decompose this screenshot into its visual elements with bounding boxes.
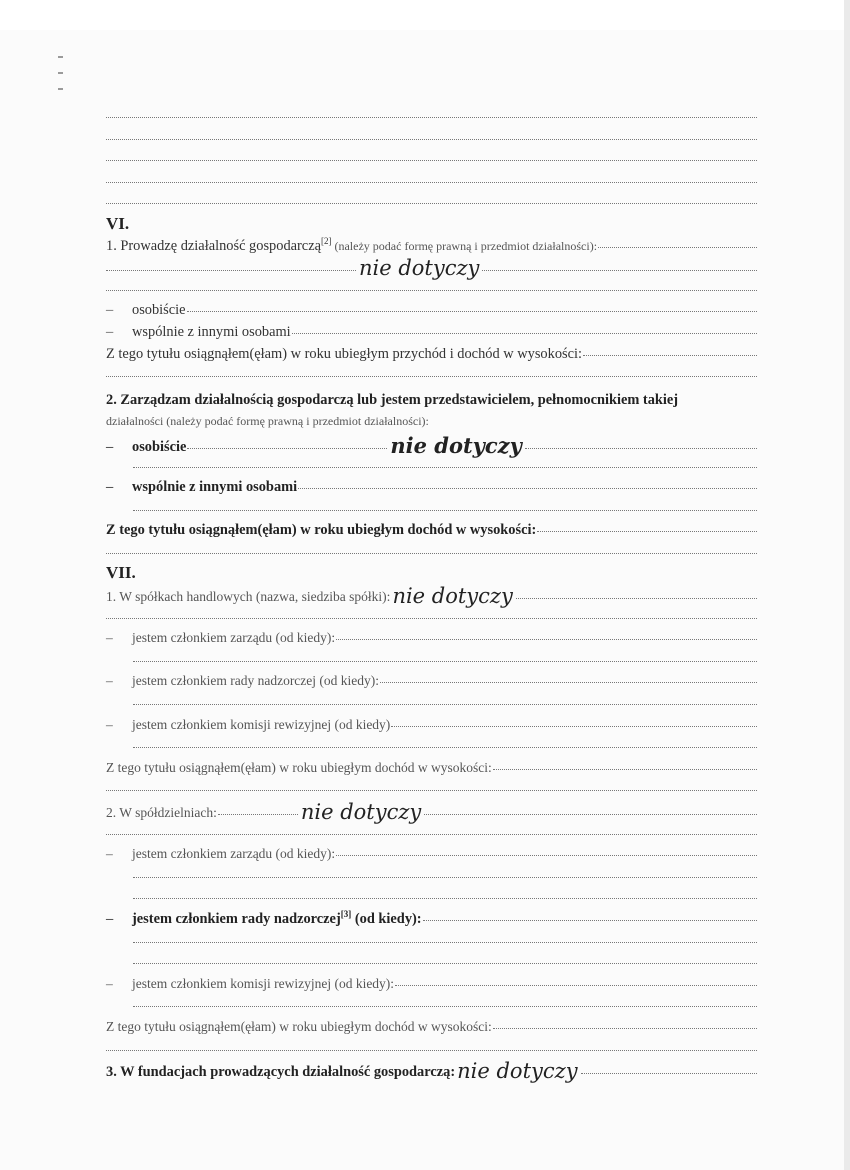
vii-item3-question[interactable]: 3. W fundacjach prowadzących działalność gospodarczą: nie dotyczy [106,1059,758,1081]
blank-line [106,170,758,192]
vii-item2-audit[interactable]: – jestem członkiem komisji rewizyjnej (od kiedy): [106,973,758,995]
scan-top-edge [0,0,850,30]
handwritten-answer: nie dotyczy [359,256,480,281]
vii-item2-income[interactable]: Z tego tytułu osiągnąłem(ęłam) w roku ubiegłym dochód w wysokości: [106,1016,758,1038]
section-vii-heading: VII. [106,563,136,583]
vii-item1-audit[interactable]: – jestem członkiem komisji rewizyjnej (od kiedy) [106,714,758,736]
vi-item1-question: 1. Prowadzę działalność gospodarczą[2] (należy podać formę prawną i przedmiot działalności): [106,235,758,257]
vii-item1-question[interactable]: 1. W spółkach handlowych (nazwa, siedziba spółki): nie dotyczy [106,584,758,606]
blank-line [106,1038,758,1060]
vii-item1-board[interactable]: – jestem członkiem zarządu (od kiedy): [106,627,758,649]
blank-line [106,278,758,300]
blank-line [106,541,758,563]
vi-item1-personal[interactable]: – osobiście [106,299,758,321]
vi-item2-question-cont: działalności (należy podać formę prawną i przedmiot działalności): [106,414,429,429]
vi-item2-question: 2. Zarządzam działalnością gospodarczą lub jestem przedstawicielem, pełnomocnikiem takiej [106,391,679,408]
handwritten-answer: nie dotyczy [392,584,513,609]
blank-line [106,994,758,1016]
vii-item2-supervisory[interactable]: – jestem członkiem rady nadzorczej[3] (od kiedy): [106,908,758,930]
vi-item2-joint[interactable]: – wspólnie z innymi osobami [106,476,758,498]
blank-line [106,778,758,800]
blank-line [106,822,758,844]
blank-line [106,649,758,671]
vi-item1-answer[interactable] [106,256,758,281]
vii-item1-income[interactable]: Z tego tytułu osiągnąłem(ęłam) w roku ubiegłym dochód w wysokości: [106,757,758,779]
vi-item1-joint[interactable]: – wspólnie z innymi osobami [106,321,758,343]
blank-line [106,886,758,908]
handwritten-answer: nie dotyczy [457,1059,578,1084]
punch-marks [58,46,68,116]
blank-line [106,951,758,973]
vii-item2-question[interactable]: 2. W spółdzielniach: nie dotyczy [106,800,758,822]
vi-item2-personal[interactable]: – osobiście nie dotyczy [106,433,758,455]
scan-right-edge [844,0,850,1170]
blank-line [106,455,758,477]
blank-line [106,127,758,149]
handwritten-answer: nie dotyczy [300,800,422,824]
section-vi-heading: VI. [106,213,130,233]
handwritten-answer: nie dotyczy [390,432,522,458]
vii-item2-board[interactable]: – jestem członkiem zarządu (od kiedy): [106,843,758,865]
blank-line [106,865,758,887]
vii-item1-supervisory[interactable]: – jestem członkiem rady nadzorczej (od kiedy): [106,670,758,692]
form-content [106,105,758,1084]
vi-item1-income[interactable]: Z tego tytułu osiągnąłem(ęłam) w roku ubiegłym przychód i dochód w wysokości: [106,343,758,365]
blank-line [106,735,758,757]
blank-line [106,692,758,714]
blank-line [106,498,758,520]
blank-line [106,191,758,213]
blank-line [106,930,758,952]
blank-line [106,148,758,170]
vi-item2-income[interactable]: Z tego tytułu osiągnąłem(ęłam) w roku ubiegłym dochód w wysokości: [106,519,758,541]
blank-line [106,606,758,628]
blank-line [106,364,758,386]
blank-line [106,105,758,127]
